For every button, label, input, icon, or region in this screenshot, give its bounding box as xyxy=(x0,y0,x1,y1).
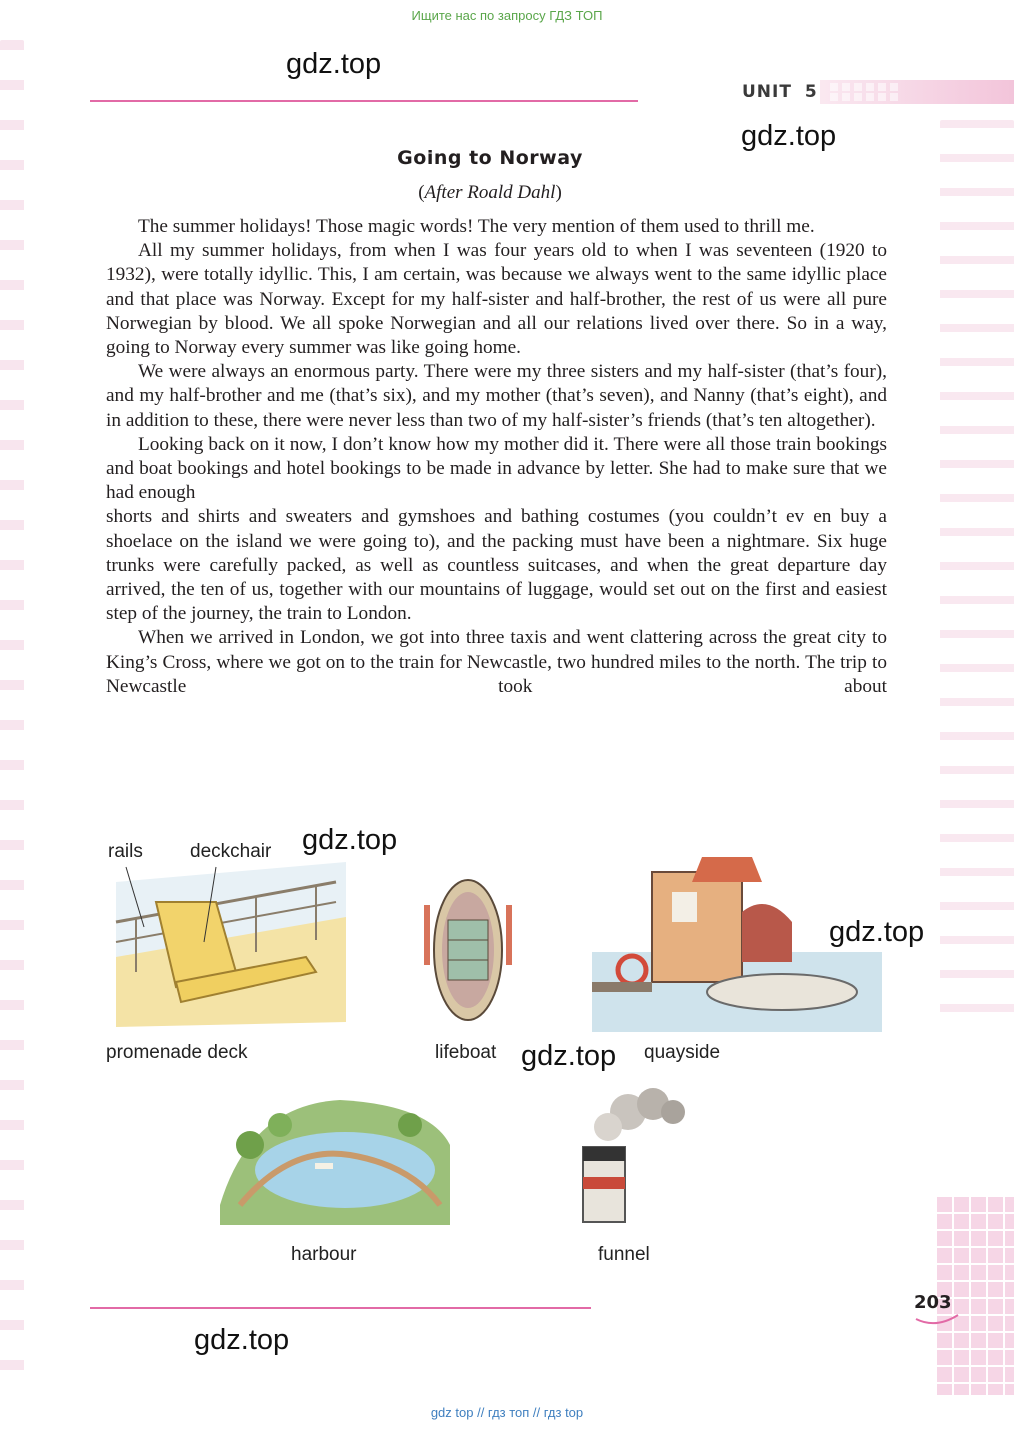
harbour-illustration xyxy=(210,1085,460,1235)
paragraph: When we arrived in London, we got into three taxis and went clattering across the great city to King’s Cross, where we got on to the train for Newcastle, two hundred miles to the north. The trip to Newcastle took about xyxy=(106,627,887,697)
right-margin-decoration xyxy=(940,120,1014,1030)
unit-banner xyxy=(820,80,1014,104)
unit-word: UNIT xyxy=(742,82,792,102)
page-number-swoosh xyxy=(914,1313,960,1327)
label-deckchair: deckchair xyxy=(190,841,272,862)
subtitle-open: ( xyxy=(418,182,425,203)
watermark: gdz.top xyxy=(829,916,925,948)
subtitle-close: ) xyxy=(555,182,562,203)
page-number: 203 xyxy=(914,1292,952,1313)
watermark: gdz.top xyxy=(286,48,382,80)
article-title: Going to Norway xyxy=(397,147,583,169)
watermark: gdz.top xyxy=(741,120,837,152)
paragraph: The summer holidays! Those magic words! The very mention of them used to thrill me. xyxy=(138,216,815,237)
caption-lifeboat: lifeboat xyxy=(435,1042,497,1063)
promenade-deck-illustration xyxy=(106,862,356,1032)
label-rails: rails xyxy=(108,841,143,862)
links-note: gdz top // гдз топ // гдз top xyxy=(430,1405,584,1420)
paragraph: All my summer holidays, from when I was four years old to when I was seventeen (1920 to 1932), were totally idyllic. This, I am certain, was because we always went to the same idyllic place and that place was Norway. Except for my half-sister and half-brother, the rest of us were all pure Norwegian by blood. We all spoke Norwegian and all our relations lived over there. So in a way, going to Norway every summer was like going home. xyxy=(106,240,887,359)
caption-promenade-deck: promenade deck xyxy=(106,1042,248,1063)
footer-rule xyxy=(90,1307,591,1309)
watermark: gdz.top xyxy=(521,1040,617,1072)
watermark: gdz.top xyxy=(194,1324,290,1356)
subtitle-author: After Roald Dahl xyxy=(424,182,556,203)
unit-label xyxy=(742,82,818,102)
paragraph: We were always an enormous party. There were my three sisters and my half-sister (that’s four), and my half-brother and me (that’s six), and my mother (that’s seven), and Nanny (that’s eight), and in addition to these, there were never less than two of my half-sister’s friends (that’s ten altogether). xyxy=(106,361,887,431)
lifeboat-illustration xyxy=(418,875,518,1025)
caption-quayside: quayside xyxy=(644,1042,721,1063)
watermark: gdz.top xyxy=(302,824,398,856)
article-subtitle xyxy=(0,182,980,204)
unit-number: 5 xyxy=(804,82,818,102)
paragraph: shorts and shirts and sweaters and gymshoes and bathing costumes (you couldn’t ev en buy a shoelace on the island we were going to), and the packing must have been a nightmare. Six huge trunks were carefully packed, as well as countless suitcases, and when the great departure day arrived, the ten of us, together with our mountains of luggage, would set out on the first and easiest step of the journey, the train to London. xyxy=(106,506,887,625)
caption-harbour: harbour xyxy=(291,1244,357,1265)
header-rule xyxy=(90,100,638,102)
paragraph: Looking back on it now, I don’t know how my mother did it. There were all those train bookings and boat bookings and hotel bookings to be made in advance by letter. She had to make sure that we had enough xyxy=(106,433,887,504)
caption-funnel: funnel xyxy=(598,1244,650,1265)
left-margin-decoration xyxy=(0,40,24,1390)
search-note: Ищите нас по запросу ГДЗ ТОП xyxy=(411,8,603,23)
funnel-illustration xyxy=(568,1082,708,1232)
article-body xyxy=(106,215,887,699)
